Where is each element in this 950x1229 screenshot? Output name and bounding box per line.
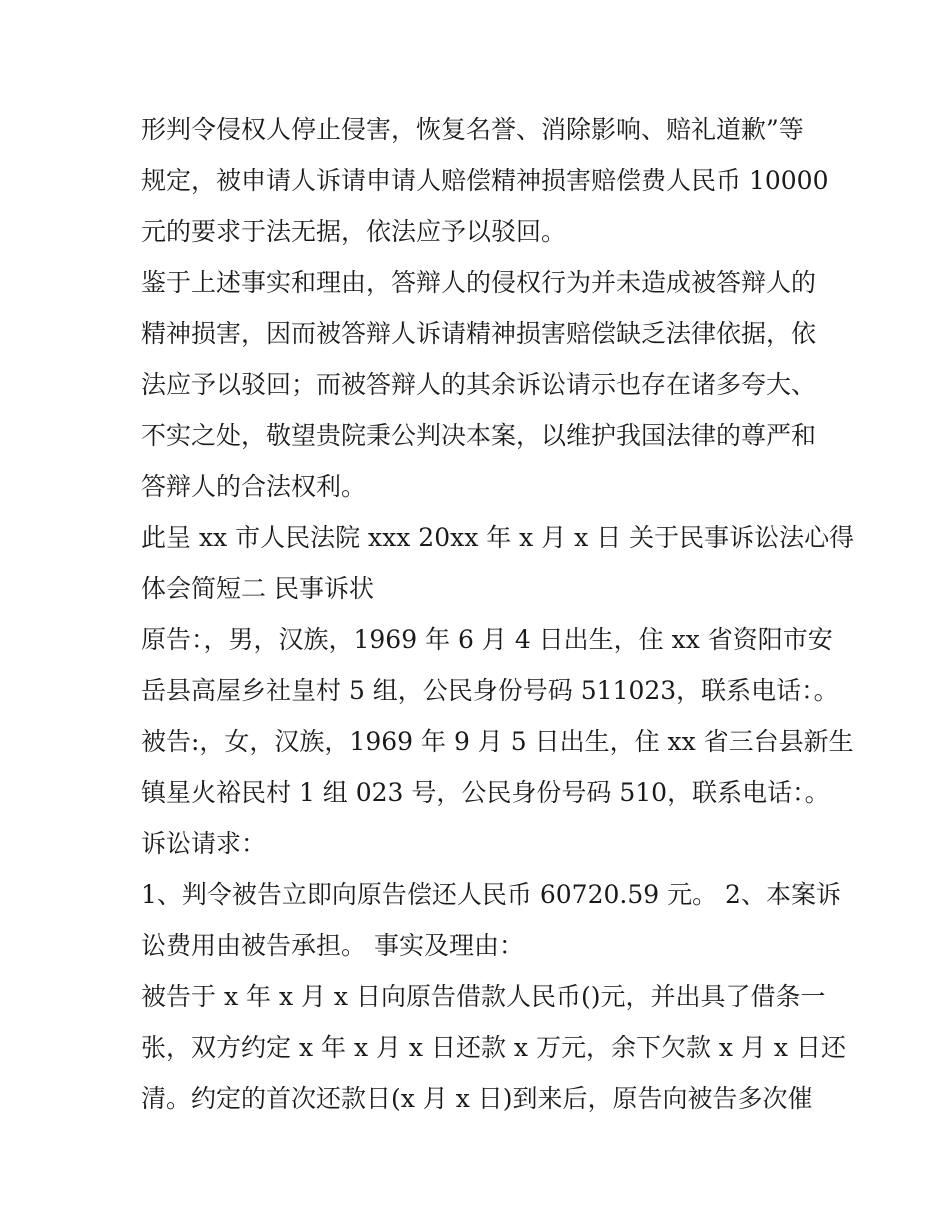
text-line: 讼费用由被告承担。 事实及理由：: [141, 931, 524, 960]
text-line: 镇星火裕民村 1 组 023 号，公民身份号码 510，联系电话：。: [141, 778, 830, 807]
text-line: 1、判令被告立即向原告偿还人民币 60720.59 元。 2、本案诉: [141, 880, 841, 909]
text-line: 元的要求于法无据，依法应予以驳回。: [141, 217, 567, 246]
text-line: 岳县高屋乡社皇村 5 组，公民身份号码 511023，联系电话：。: [141, 676, 839, 705]
text-line: 张，双方约定 x 年 x 月 x 日还款 x 万元，余下欠款 x 月 x 日还: [141, 1033, 846, 1062]
text-line: 被告:，女，汉族，1969 年 9 月 5 日出生，住 xx 省三台县新生: [141, 727, 854, 756]
text-line: 答辩人的合法权利。: [141, 472, 367, 501]
text-line: 形判令侵权人停止侵害，恢复名誉、消除影响、赔礼道歉”等: [141, 115, 804, 144]
text-line: 清。约定的首次还款日(x 月 x 日)到来后，原告向被告多次催: [141, 1084, 813, 1113]
text-line: 精神损害，因而被答辩人诉请精神损害赔偿缺乏法律依据，依: [141, 319, 817, 348]
text-line: 规定，被申请人诉请申请人赔偿精神损害赔偿费人民币 10000: [141, 166, 829, 195]
text-line: 体会简短二 民事诉状: [141, 574, 374, 603]
text-line: 此呈 xx 市人民法院 xxx 20xx 年 x 月 x 日 关于民事诉讼法心得: [141, 523, 855, 552]
text-line: 不实之处，敬望贵院秉公判决本案，以维护我国法律的尊严和: [141, 421, 817, 450]
text-line: 被告于 x 年 x 月 x 日向原告借款人民币()元，并出具了借条一: [141, 982, 826, 1011]
text-line: 法应予以驳回；而被答辩人的其余诉讼请示也存在诸多夸大、: [141, 370, 817, 399]
text-line: 诉讼请求：: [141, 829, 267, 858]
document-body: [141, 104, 855, 1124]
text-line: 鉴于上述事实和理由，答辩人的侵权行为并未造成被答辩人的: [141, 268, 817, 297]
text-line: 原告：，男，汉族，1969 年 6 月 4 日出生，住 xx 省资阳市安: [141, 625, 833, 654]
